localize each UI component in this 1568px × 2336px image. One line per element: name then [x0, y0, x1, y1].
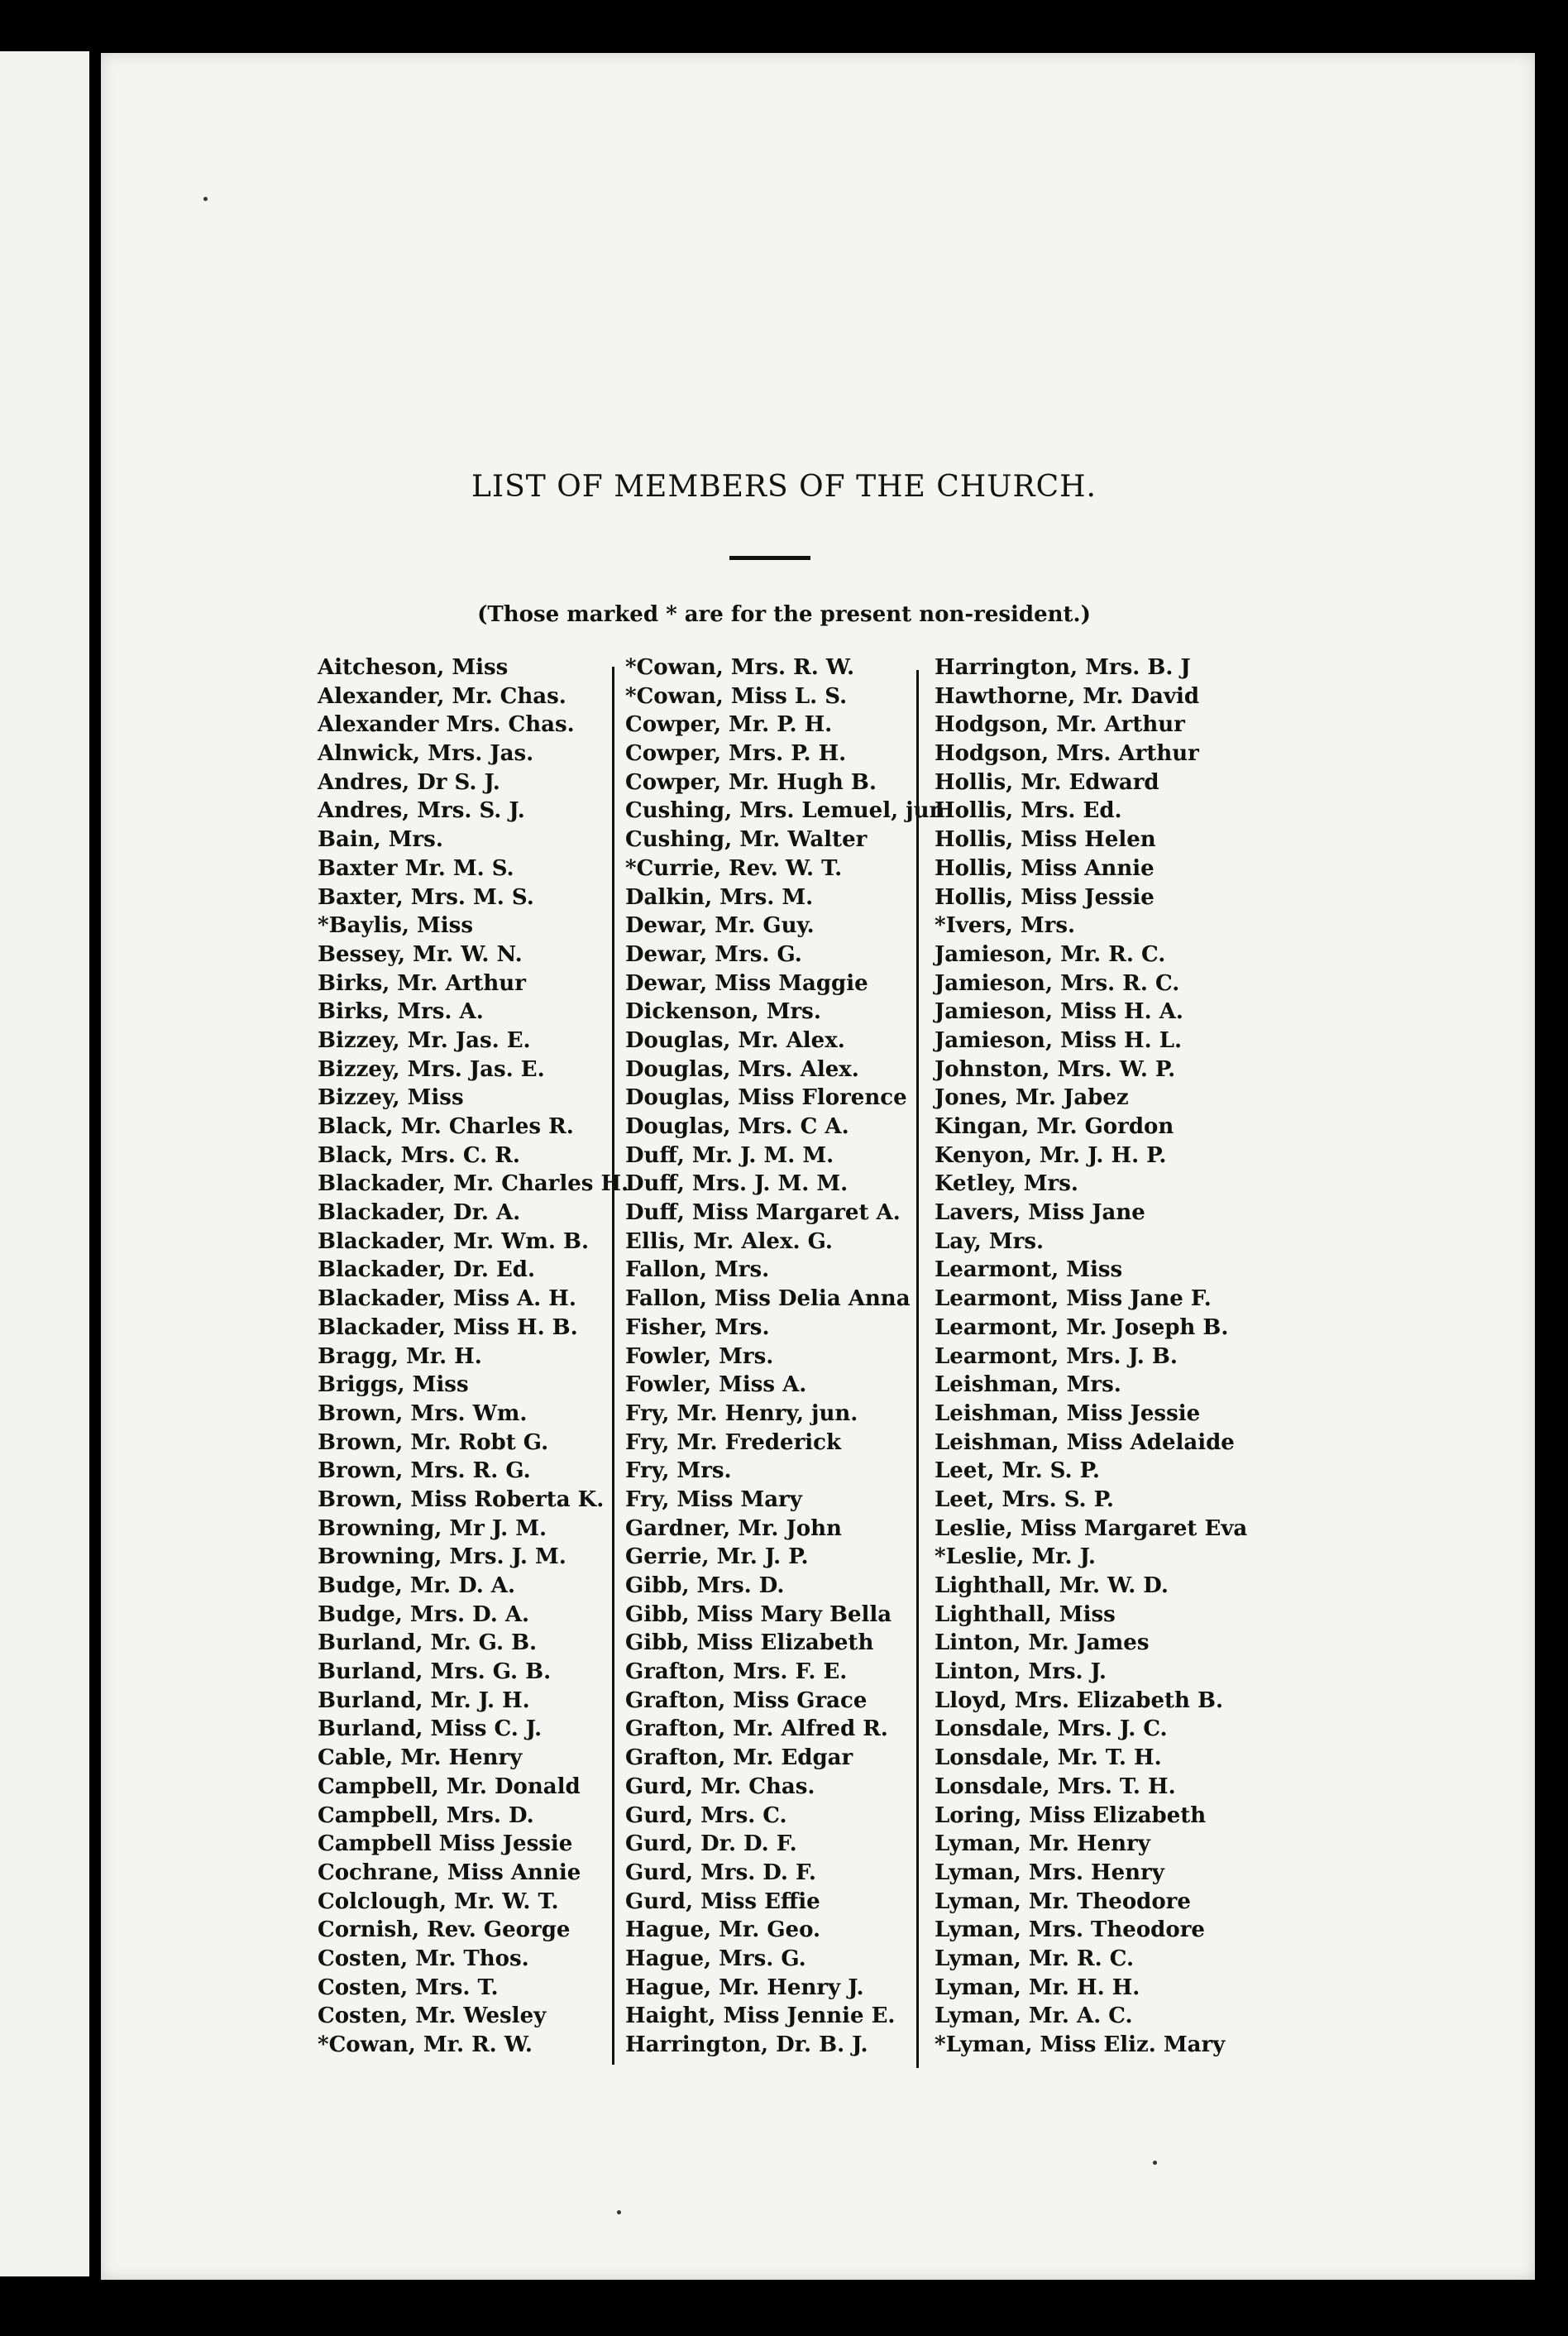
member-entry: Costen, Mr. Thos.: [318, 1946, 529, 1971]
member-entry: Burland, Mr. G. B.: [318, 1630, 538, 1656]
member-entry: Campbell, Mr. Donald: [318, 1774, 581, 1799]
member-entry: Grafton, Mr. Alfred R.: [625, 1716, 888, 1742]
page-title: LIST OF MEMBERS OF THE CHURCH.: [471, 470, 1097, 504]
member-entry: Lighthall, Mr. W. D.: [935, 1573, 1169, 1598]
non-resident-note: (Those marked * are for the present non-resident.): [477, 602, 1091, 627]
member-entry: Leslie, Miss Margaret Eva: [935, 1515, 1248, 1541]
member-entry: Jones, Mr. Jabez: [935, 1085, 1129, 1111]
member-entry: Harrington, Mrs. B. J: [935, 655, 1191, 680]
member-entry: Lyman, Mrs. Henry: [935, 1860, 1164, 1885]
member-entry: Linton, Mr. James: [935, 1630, 1150, 1656]
member-entry: Duff, Mr. J. M. M.: [625, 1142, 834, 1168]
member-entry: Fallon, Mrs.: [625, 1257, 770, 1283]
member-entry: Douglas, Miss Florence: [625, 1085, 907, 1111]
member-entry: Gurd, Miss Effie: [625, 1888, 820, 1914]
member-entry: Dickenson, Mrs.: [625, 999, 821, 1025]
member-entry: Leishman, Mrs.: [935, 1372, 1121, 1398]
member-entry: Gardner, Mr. John: [625, 1515, 842, 1541]
member-entry: *Baylis, Miss: [318, 913, 473, 939]
member-entry: Fry, Mrs.: [625, 1458, 732, 1484]
member-entry: Jamieson, Miss H. A.: [935, 999, 1183, 1025]
member-entry: Learmont, Miss: [935, 1257, 1123, 1283]
member-entry: Burland, Mr. J. H.: [318, 1687, 530, 1713]
member-entry: Fowler, Miss A.: [625, 1372, 807, 1398]
member-entry: *Leslie, Mr. J.: [935, 1544, 1096, 1570]
member-entry: Grafton, Mr. Edgar: [625, 1745, 853, 1771]
member-entry: Douglas, Mr. Alex.: [625, 1027, 845, 1053]
member-entry: *Cowan, Miss L. S.: [625, 683, 848, 709]
member-entry: Dewar, Mr. Guy.: [625, 913, 815, 939]
member-entry: Hollis, Miss Jessie: [935, 884, 1154, 910]
member-entry: Lay, Mrs.: [935, 1228, 1045, 1254]
member-entry: Fallon, Miss Delia Anna: [625, 1286, 911, 1312]
member-entry: Lonsdale, Mr. T. H.: [935, 1745, 1162, 1771]
member-entry: Gibb, Miss Elizabeth: [625, 1630, 874, 1656]
member-entry: Cowper, Mr. Hugh B.: [625, 769, 877, 795]
member-entry: Leishman, Miss Adelaide: [935, 1429, 1235, 1455]
member-entry: Costen, Mr. Wesley: [318, 2003, 547, 2029]
member-entry: Blackader, Dr. Ed.: [318, 1257, 536, 1283]
scan-border: [1535, 0, 1568, 2336]
member-entry: Hollis, Mrs. Ed.: [935, 798, 1122, 824]
member-entry: Haight, Miss Jennie E.: [625, 2003, 896, 2029]
member-entry: Gerrie, Mr. J. P.: [625, 1544, 809, 1570]
member-entry: Duff, Miss Margaret A.: [625, 1200, 901, 1226]
member-entry: Cornish, Rev. George: [318, 1917, 571, 1943]
member-entry: Fry, Mr. Henry, jun.: [625, 1400, 858, 1426]
member-entry: Andres, Mrs. S. J.: [318, 798, 525, 824]
member-entry: Bessey, Mr. W. N.: [318, 941, 523, 967]
member-entry: Birks, Mrs. A.: [318, 999, 484, 1025]
member-entry: Fisher, Mrs.: [625, 1314, 770, 1340]
member-entry: Loring, Miss Elizabeth: [935, 1802, 1207, 1828]
member-entry: Bizzey, Mrs. Jas. E.: [318, 1056, 545, 1082]
member-entry: Budge, Mr. D. A.: [318, 1573, 516, 1598]
member-entry: Fowler, Mrs.: [625, 1343, 774, 1369]
member-entry: Lyman, Mr. H. H.: [935, 1975, 1140, 2000]
member-entry: Leet, Mr. S. P.: [935, 1458, 1100, 1484]
member-entry: Lighthall, Miss: [935, 1601, 1116, 1627]
member-entry: Dewar, Miss Maggie: [625, 970, 868, 996]
member-entry: Aitcheson, Miss: [318, 655, 509, 680]
member-column-3: [935, 653, 1247, 2060]
member-entry: Ketley, Mrs.: [935, 1171, 1078, 1197]
member-entry: Black, Mr. Charles R.: [318, 1114, 574, 1139]
member-entry: Baxter, Mrs. M. S.: [318, 884, 534, 910]
member-entry: Kenyon, Mr. J. H. P.: [935, 1142, 1167, 1168]
member-entry: Cable, Mr. Henry: [318, 1745, 523, 1771]
member-entry: Fry, Mr. Frederick: [625, 1429, 842, 1455]
member-entry: Dewar, Mrs. G.: [625, 941, 802, 967]
member-entry: Lyman, Mr. Theodore: [935, 1888, 1191, 1914]
member-entry: Jamieson, Mr. R. C.: [935, 941, 1166, 967]
member-entry: *Ivers, Mrs.: [935, 913, 1076, 939]
member-entry: Gibb, Mrs. D.: [625, 1573, 785, 1598]
member-entry: Douglas, Mrs. Alex.: [625, 1056, 859, 1082]
member-entry: Hague, Mr. Henry J.: [625, 1975, 864, 2000]
member-entry: Brown, Mrs. Wm.: [318, 1400, 528, 1426]
member-entry: Leishman, Miss Jessie: [935, 1400, 1201, 1426]
member-entry: Lyman, Mr. Henry: [935, 1831, 1150, 1857]
member-entry: Gurd, Mrs. D. F.: [625, 1860, 816, 1885]
speck: [1153, 2161, 1157, 2165]
member-entry: Jamieson, Miss H. L.: [935, 1027, 1183, 1053]
member-entry: Burland, Mrs. G. B.: [318, 1659, 552, 1685]
member-entry: Learmont, Mr. Joseph B.: [935, 1314, 1229, 1340]
member-entry: Alnwick, Mrs. Jas.: [318, 741, 534, 767]
member-entry: Learmont, Miss Jane F.: [935, 1286, 1212, 1312]
member-entry: *Cowan, Mr. R. W.: [318, 2032, 533, 2057]
member-entry: Andres, Dr S. J.: [318, 769, 500, 795]
member-entry: Baxter Mr. M. S.: [318, 855, 514, 881]
member-entry: Brown, Mrs. R. G.: [318, 1458, 531, 1484]
member-entry: Ellis, Mr. Alex. G.: [625, 1228, 833, 1254]
member-entry: Campbell Miss Jessie: [318, 1831, 573, 1857]
member-entry: Cushing, Mrs. Lemuel, jun: [625, 798, 945, 824]
member-entry: Alexander Mrs. Chas.: [318, 712, 575, 738]
member-entry: Hodgson, Mr. Arthur: [935, 712, 1185, 738]
member-entry: Bizzey, Mr. Jas. E.: [318, 1027, 531, 1053]
member-entry: Hodgson, Mrs. Arthur: [935, 741, 1199, 767]
member-entry: Linton, Mrs. J.: [935, 1659, 1107, 1685]
member-entry: Costen, Mrs. T.: [318, 1975, 499, 2000]
member-entry: *Cowan, Mrs. R. W.: [625, 655, 854, 680]
member-entry: Blackader, Miss H. B.: [318, 1314, 578, 1340]
member-entry: Black, Mrs. C. R.: [318, 1142, 520, 1168]
speck: [203, 197, 208, 201]
member-entry: Learmont, Mrs. J. B.: [935, 1343, 1178, 1369]
member-entry: Hollis, Miss Annie: [935, 855, 1154, 881]
member-entry: Blackader, Dr. A.: [318, 1200, 521, 1226]
member-entry: Bizzey, Miss: [318, 1085, 464, 1111]
member-entry: Lyman, Mr. A. C.: [935, 2003, 1133, 2029]
member-entry: Hawthorne, Mr. David: [935, 683, 1200, 709]
member-entry: Lloyd, Mrs. Elizabeth B.: [935, 1687, 1224, 1713]
member-entry: Jamieson, Mrs. R. C.: [935, 970, 1180, 996]
member-entry: Lyman, Mrs. Theodore: [935, 1917, 1205, 1943]
member-entry: Cowper, Mr. P. H.: [625, 712, 833, 738]
member-entry: Blackader, Mr. Charles H.: [318, 1171, 629, 1197]
member-entry: Hollis, Mr. Edward: [935, 769, 1159, 795]
member-entry: Blackader, Mr. Wm. B.: [318, 1228, 590, 1254]
previous-page-edge: [0, 51, 89, 2276]
member-entry: *Currie, Rev. W. T.: [625, 855, 843, 881]
member-entry: Browning, Mr J. M.: [318, 1515, 547, 1541]
member-entry: Lyman, Mr. R. C.: [935, 1946, 1135, 1971]
member-entry: Bain, Mrs.: [318, 827, 443, 853]
member-entry: Cowper, Mrs. P. H.: [625, 741, 847, 767]
member-column-2: [625, 653, 944, 2060]
member-entry: Brown, Miss Roberta K.: [318, 1486, 605, 1512]
member-entry: Colclough, Mr. W. T.: [318, 1888, 559, 1914]
member-entry: Budge, Mrs. D. A.: [318, 1601, 530, 1627]
member-entry: *Lyman, Miss Eliz. Mary: [935, 2032, 1226, 2057]
member-column-1: [318, 653, 629, 2060]
member-entry: Cushing, Mr. Walter: [625, 827, 868, 853]
member-entry: Dalkin, Mrs. M.: [625, 884, 814, 910]
member-entry: Gurd, Mrs. C.: [625, 1802, 787, 1828]
title-rule: [729, 556, 810, 560]
member-entry: Alexander, Mr. Chas.: [318, 683, 566, 709]
member-entry: Gurd, Mr. Chas.: [625, 1774, 815, 1799]
member-entry: Lavers, Miss Jane: [935, 1200, 1145, 1226]
member-entry: Lonsdale, Mrs. T. H.: [935, 1774, 1176, 1799]
member-entry: Grafton, Mrs. F. E.: [625, 1659, 848, 1685]
member-entry: Hague, Mr. Geo.: [625, 1917, 821, 1943]
member-entry: Fry, Miss Mary: [625, 1486, 802, 1512]
member-entry: Birks, Mr. Arthur: [318, 970, 526, 996]
member-entry: Brown, Mr. Robt G.: [318, 1429, 549, 1455]
member-entry: Gibb, Miss Mary Bella: [625, 1601, 892, 1627]
member-entry: Briggs, Miss: [318, 1372, 469, 1398]
member-entry: Bragg, Mr. H.: [318, 1343, 482, 1369]
member-entry: Blackader, Miss A. H.: [318, 1286, 576, 1312]
member-entry: Grafton, Miss Grace: [625, 1687, 868, 1713]
member-entry: Douglas, Mrs. C A.: [625, 1114, 849, 1139]
member-entry: Cochrane, Miss Annie: [318, 1860, 581, 1885]
member-entry: Burland, Miss C. J.: [318, 1716, 543, 1742]
member-entry: Hollis, Miss Helen: [935, 827, 1156, 853]
member-entry: Leet, Mrs. S. P.: [935, 1486, 1114, 1512]
member-entry: Kingan, Mr. Gordon: [935, 1114, 1174, 1139]
member-entry: Hague, Mrs. G.: [625, 1946, 806, 1971]
speck: [617, 2210, 621, 2214]
member-entry: Johnston, Mrs. W. P.: [935, 1056, 1176, 1082]
member-entry: Duff, Mrs. J. M. M.: [625, 1171, 849, 1197]
member-entry: Lonsdale, Mrs. J. C.: [935, 1716, 1168, 1742]
member-entry: Browning, Mrs. J. M.: [318, 1544, 566, 1570]
member-entry: Gurd, Dr. D. F.: [625, 1831, 797, 1857]
member-entry: Harrington, Dr. B. J.: [625, 2032, 868, 2057]
member-entry: Campbell, Mrs. D.: [318, 1802, 534, 1828]
